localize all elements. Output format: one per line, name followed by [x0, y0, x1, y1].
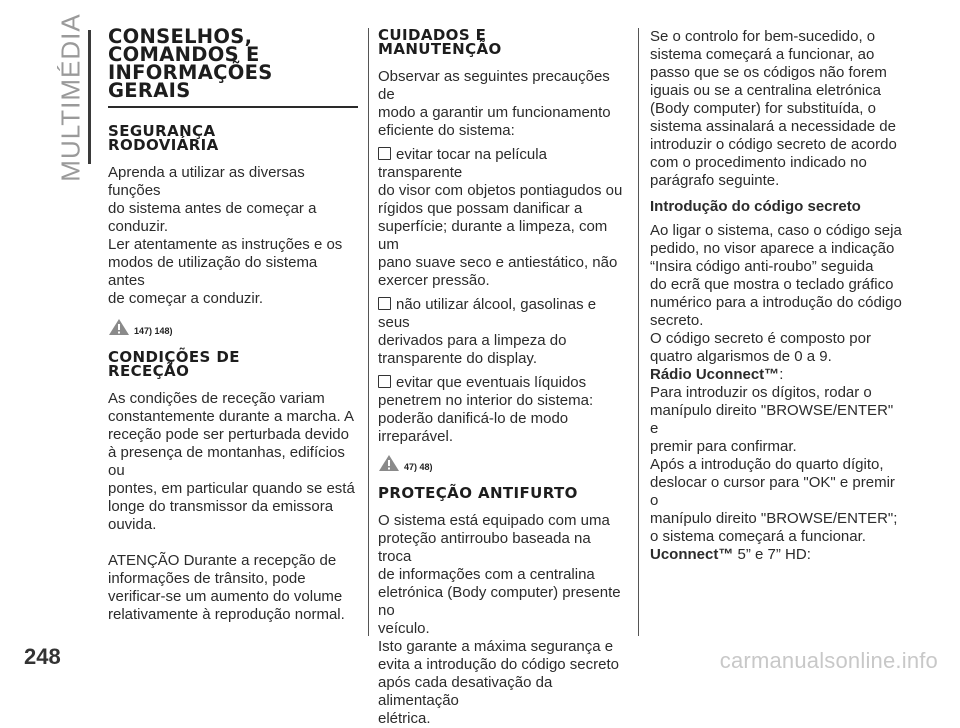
- section-tab: [55, 12, 86, 182]
- warning-reference: [378, 454, 628, 472]
- radio-uconnect-label: Rádio Uconnect™: [650, 366, 780, 383]
- section-tab-label: MULTIMÉDIA: [55, 12, 86, 182]
- paragraph: Observar as seguintes precauções de modo a garantir um funcionamento eficiente do sistema:: [378, 68, 611, 139]
- attention-note: ATENÇÃO Durante a recepção de informações de trânsito, pode verificar-se um aumento do volume relativamente à reprodução normal.: [108, 552, 345, 623]
- column-1: [108, 25, 358, 624]
- watermark: carmanualsonline.info: [719, 648, 938, 673]
- paragraph: O sistema está equipado com uma proteção antirroubo baseada na troca de informações com a centralina eletrónica (Body computer) presente no veículo. Isto garante a máxima segurança e evita a introdução do código secreto após cada desativação da alimentação elétrica.: [378, 512, 621, 727]
- bullet-item: evitar tocar na película transparente do visor com objetos pontiagudos ou rígidos que possam danificar a superfície; durante a limpeza, com um pano suave seco e antiestático, não exercer pressão.: [378, 146, 623, 289]
- chapter-title: CONSELHOS, COMANDOS E INFORMAÇÕES GERAIS: [108, 28, 358, 108]
- warning-reference: [108, 318, 358, 336]
- checkbox-bullet-icon: [378, 375, 391, 388]
- section-tab-rule: [88, 30, 91, 164]
- bullet-item: evitar que eventuais líquidos penetrem no interior do sistema: poderão danificá-lo de modo irreparável.: [378, 374, 594, 445]
- paragraph: As condições de receção variam constantemente durante a marcha. A receção pode ser perturbada devido à presença de montanhas, edifícios ou pontes, em particular quando se está longe do transmissor da emissora ouvida.: [108, 390, 355, 533]
- checkbox-bullet-icon: [378, 147, 391, 160]
- column-divider: [638, 28, 639, 636]
- paragraph: Se o controlo for bem-sucedido, o sistema começará a funcionar, ao passo que se os códigos não forem iguais ou se a centralina eletrónica (Body computer) for substituída, o sistema assinalará a necessidade de introduzir o código secreto de acordo com o procedimento indicado no parágrafo seguinte.: [650, 28, 897, 189]
- column-divider: [368, 28, 369, 636]
- warning-numbers: 47) 48): [404, 462, 433, 472]
- checkbox-bullet-icon: [378, 297, 391, 310]
- section-heading-road-safety: SEGURANÇA RODOVIÁRIA: [108, 122, 219, 154]
- warning-triangle-icon: [378, 454, 400, 472]
- warning-triangle-icon: [108, 318, 130, 336]
- subheading-secret-code: Introdução do código secreto: [650, 198, 861, 215]
- section-heading-reception: CONDIÇÕES DE RECEÇÃO: [108, 348, 240, 380]
- bullet-item: não utilizar álcool, gasolinas e seus derivados para a limpeza do transparente do display.: [378, 296, 597, 367]
- column-2: [378, 28, 628, 728]
- column-3: [650, 28, 902, 564]
- paragraph: Aprenda a utilizar as diversas funções do sistema antes de começar a conduzir. Ler atentamente as instruções e os modos de utilização do sistema antes de começar a conduzir.: [108, 164, 343, 307]
- paragraph: Ao ligar o sistema, caso o código seja pedido, no visor aparece a indicação “Insira código anti-roubo” seguida do ecrã que mostra o teclado gráfico numérico para a introdução do código secreto. O código secreto é composto por quatro algarismos de 0 a 9. Rádio Uconnect™: Para introduzir os dígitos, rodar o manípulo direito "BROWSE/ENTER" e premir para confirmar. Após a introdução do quarto dígito, deslocar o cursor para "OK" e premir o manípulo direito "BROWSE/ENTER"; o sistema começará a funcionar. Uconnect™ 5” e 7” HD:: [650, 222, 902, 563]
- warning-numbers: 147) 148): [134, 326, 173, 336]
- section-heading-antitheft: PROTEÇÃO ANTIFURTO: [378, 484, 578, 502]
- section-heading-care: CUIDADOS E MANUTENÇÃO: [378, 26, 502, 58]
- uconnect-label: Uconnect™: [650, 546, 734, 563]
- page-number: 248: [24, 644, 61, 669]
